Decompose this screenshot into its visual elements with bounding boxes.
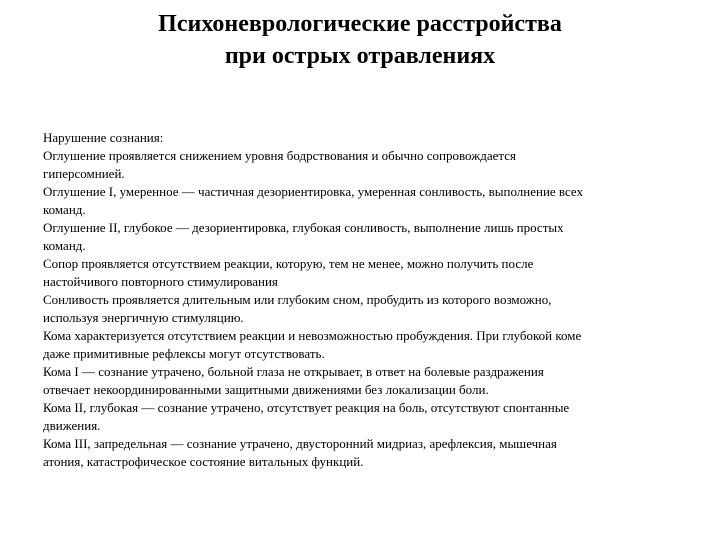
body-line: Оглушение II, глубокое — дезориентировка, глубокая сонливость, выполнение лишь простых [43, 220, 564, 235]
body-line: используя энергичную стимуляцию. [43, 310, 244, 325]
body-line: атония, катастрофическое состояние витальных функций. [43, 454, 364, 469]
slide-title [0, 8, 720, 72]
body-line: Нарушение сознания: [43, 130, 164, 145]
body-line: даже примитивные рефлексы могут отсутствовать. [43, 346, 325, 361]
title-line-1: Психоневрологические расстройства [158, 11, 562, 37]
body-line: настойчивого повторного стимулирования [43, 274, 278, 289]
body-line: Оглушение проявляется снижением уровня бодрствования и обычно сопровождается [43, 148, 516, 163]
body-line: гиперсомнией. [43, 166, 125, 181]
body-line: Кома II, глубокая — сознание утрачено, отсутствует реакция на боль, отсутствуют спонтанные [43, 400, 570, 415]
body-line: Кома III, запредельная — сознание утрачено, двусторонний мидриаз, арефлексия, мышечная [43, 436, 557, 451]
body-line: Кома I — сознание утрачено, больной глаза не открывает, в ответ на болевые раздражения [43, 364, 544, 379]
body-line: Кома характеризуется отсутствием реакции и невозможностью пробуждения. При глубокой коме [43, 328, 582, 343]
body-text [43, 129, 673, 471]
body-line: команд. [43, 202, 86, 217]
body-line: Сонливость проявляется длительным или глубоким сном, пробудить из которого возможно, [43, 292, 552, 307]
body-line: команд. [43, 238, 86, 253]
body-line: Сопор проявляется отсутствием реакции, которую, тем не менее, можно получить после [43, 256, 534, 271]
title-line-2: при острых отравлениях [224, 43, 496, 69]
body-line: Оглушение I, умеренное — частичная дезориентировка, умеренная сонливость, выполнение всех [43, 184, 584, 199]
body-line: движения. [43, 418, 101, 433]
body-line: отвечает некоординированными защитными движениями без локализации боли. [43, 382, 489, 397]
